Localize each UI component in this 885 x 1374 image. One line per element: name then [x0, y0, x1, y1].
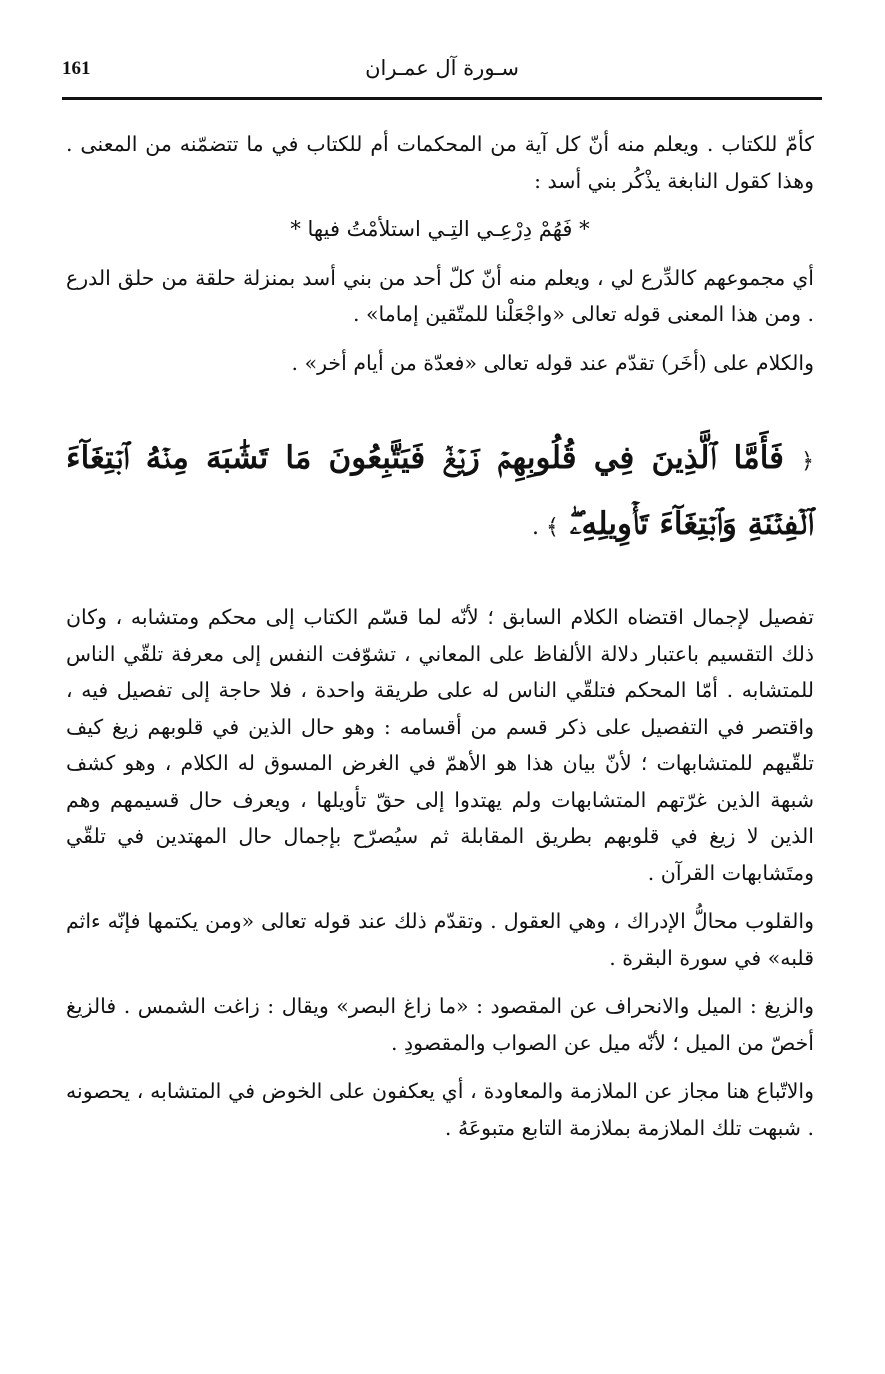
paragraph-5: والقلوب محالُّ الإدراك ، وهي العقول . وتقدّم ذلك عند قوله تعالى «ومن يكتمها فإنّه ءاثم قلبه» في سورة البقرة . — [66, 909, 814, 970]
paragraph-7: والاتّباع هنا مجاز عن الملازمة والمعاودة ، أي يعكفون على الخوض في المتشابه ، يحصونه . شبهت تلك الملازمة بملازمة التابع متبوعَهُ . — [66, 1079, 814, 1140]
paragraph-1: كأمّ للكتاب . ويعلم منه أنّ كل آية من المحكمات أم للكتاب في ما تتضمّنه من المعنى . وهذا كقول النابغة يذْكُر بني أسد : — [66, 132, 814, 193]
page-header — [62, 52, 822, 92]
page-body — [66, 126, 814, 1158]
header-divider — [62, 97, 822, 100]
verse-close-bracket: ﴾ . — [532, 515, 559, 540]
running-title: سـورة آل عمـران — [365, 56, 519, 80]
page-number: 161 — [62, 58, 91, 79]
paragraph-3: والكلام على (أخَر) تقدّم عند قوله تعالى «فعدّة من أيام أخر» . — [291, 350, 814, 375]
quran-verse — [66, 427, 814, 559]
poetry-quote: * فَهُمْ دِرْعِـي التِـي استلأمْتُ فيها * — [290, 217, 590, 241]
paragraph-4: تفصيل لإجمال اقتضاه الكلام السابق ؛ لأنّه لما قسّم الكتاب إلى محكم ومتشابه ، وكان ذلك التقسيم باعتبار دلالة الألفاظ على المعاني ، تشوّفت النفس إلى معرفة تلقّي الناس للمتشابه . أمّا المحكم فتلقّي الناس له على طريقة واحدة ، فلا حاجة إلى تفصيل فيه ، واقتصر في التفصيل على ذكر قسم من أقسامه : وهو حال الذين في قلوبهم زيغ كيف تلقّيهم للمتشابهات ؛ لأنّ بيان هذا هو الأهمّ في الغرض المسوق له الكلام ، وهو كشف شبهة الذين غرّتهم المتشابهات ولم يهتدوا إلى حقّ تأويلها ، ويعرف حال قسيمهم وهم الذين لا زيغ في قلوبهم بطريق المقابلة ثم سيُصرّح بإجمال حال المهتدين في تلقّي ومتَشابهات القرآن . — [66, 605, 814, 885]
paragraph-6: والزيغ : الميل والانحراف عن المقصود : «ما زاغ البصر» ويقال : زاغت الشمس . فالزيغ أخصّ من الميل ؛ لأنّه ميل عن الصواب والمقصودِ . — [66, 994, 814, 1055]
paragraph-2: أي مجموعهم كالدِّرع لي ، ويعلم منه أنّ كلّ أحد من بني أسد بمنزلة حلقة من حلق الدرع . ومن هذا المعنى قوله تعالى «واجْعَلْنا للمتّقين إماما» . — [66, 265, 814, 326]
verse-text: فَأَمَّا ٱلَّذِينَ فِي قُلُوبِهِمۡ زَيۡغٞ فَيَتَّبِعُونَ مَا تَشَٰبَهَ مِنۡهُ ٱبۡتِغَآءَ ٱلۡفِتۡنَةِ وَٱبۡتِغَآءَ تَأۡوِيلِهِۦۖ — [66, 440, 814, 542]
verse-open-bracket: ﴿ — [801, 449, 815, 474]
